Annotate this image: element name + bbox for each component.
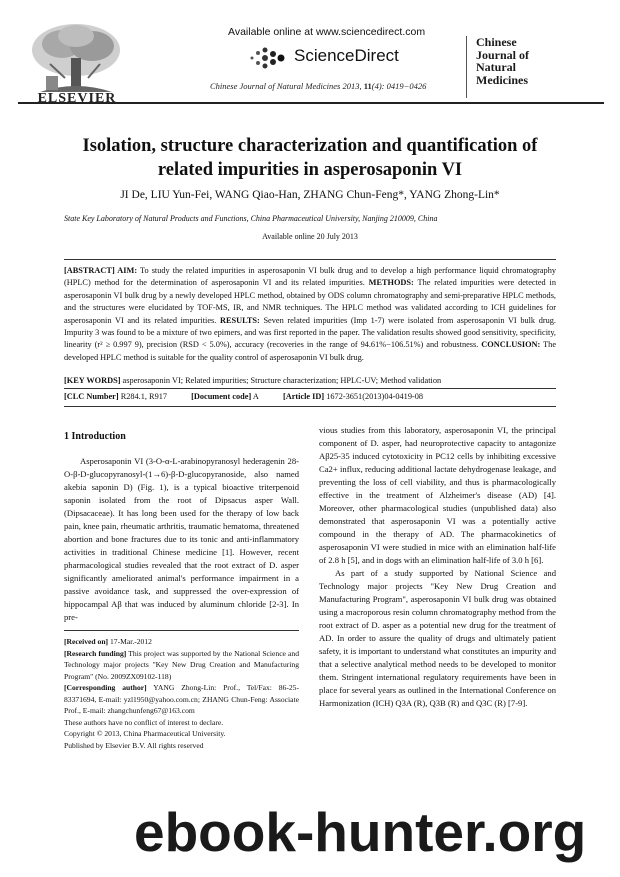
publisher-name: ELSEVIER: [37, 91, 117, 106]
classification-line: [64, 392, 556, 401]
author-affiliation: State Key Laboratory of Natural Products and Functions, China Pharmaceutical University, Nanjing 210009, China: [64, 214, 438, 223]
sciencedirect-wordmark: ScienceDirect: [294, 46, 399, 65]
footnote-funding: [64, 648, 299, 683]
conclusion-label: CONCLUSION:: [481, 340, 541, 350]
journal-name-line: Medicines: [476, 72, 528, 87]
footnotes: [64, 636, 299, 751]
funding-text: This project was supported by the National Science and Technology major projects "Key New Drug Creation and Manufacturing Program" (No. 2009ZX09102-118): [64, 648, 299, 681]
title-line: Isolation, structure characterization and quantification of: [82, 136, 538, 156]
keywords-label: [KEY WORDS]: [64, 376, 121, 385]
keywords: [64, 375, 556, 387]
footnote-received: [64, 636, 299, 648]
citation-year: 2013,: [340, 81, 364, 91]
footnote-published: Published by Elsevier B.V. All rights reserved: [64, 740, 204, 750]
footnote-equal: These authors have no conflict of interest to declare.: [64, 717, 224, 727]
received-date: 17-Mar.-2012: [108, 637, 152, 646]
intro-left-column: [64, 455, 299, 624]
abstract-results: Seven related impurities (Imp 1-7) were isolated from asperosaponin VI bulk drug. Impurity 3 was found to be a mixture of two epimers, and was first reported in the paper. The validation results showed good sensitivity, specificity, linearity (r² ≥ 0.997 9), precision (RSD < 5.0%), accuracy (recoveries in the range of 94.61%−106.51%) and robustness.: [64, 315, 556, 350]
article-id-label: [Article ID]: [282, 392, 325, 401]
footnote-divider: [64, 630, 299, 631]
abstract-mid-rule: [64, 388, 556, 389]
header-divider: [18, 102, 604, 104]
citation-journal-name: Chinese Journal of Natural Medicines: [210, 81, 341, 91]
available-online-date: Available online 20 July 2013: [262, 232, 358, 241]
methods-label: METHODS:: [368, 278, 414, 288]
funding-label: [Research funding]: [64, 648, 127, 658]
abstract: [64, 265, 556, 364]
footnote-copyright: Copyright © 2013, China Pharmaceutical University.: [64, 729, 226, 738]
clc-number: [64, 392, 167, 401]
intro-paragraph: Asperosaponin VI (3-O-α-L-arabinopyranosyl hederagenin 28-O-β-D-glucopyranosyl-(1→6)-β-D-glucopyranoside, also named akebia saponin D) (Fig. 1), is a typical bioactive triterpenoid saponin isolated from the root of Dipsacus asper Wall. (Dipsacaceae). It has long been used for the therapy of low back pain, knee pain, rheumatic arthritis, traumatic hematoma, threatened abortion and bone fractures due to its tonic and anti-inflammatory activities in traditional Chinese medicine [1]. However, recent pharmacological studies revealed that the root extract of D. asper significantly ameliorated animal's performance impairment in a passive avoidance task, and suppressed the over-expression of hippocampal Aβ that was induced by aluminum chloride [2-3]. In pre-: [64, 456, 299, 622]
paper-title: [40, 134, 580, 182]
abstract-aim: To study the related impurities in asperosaponin VI bulk drug and to develop a high performance liquid chromatography (HPLC) method for the determination of asperosaponin VI and its related impurities.: [64, 266, 557, 288]
intro-paragraph: As part of a study supported by National Science and Technology major projects "Key New Drug Creation and Manufacturing Program", asperosaponin VI bulk drug was obtained using a macroporous resin column chromatography method from the root extract of D. asper as a potential new drug for the treatment of AD. In order to assure the quality of drugs and ultimately patient safety, it is important to understand what constitutes an impurity and that a selective analytical method needs to be developed to monitor them. Stringent international regulatory requirements have been in place for several years as outlined in the International Conference on Harmonization (ICH) Q3A (R), Q3B (R) and Q3C (R) [7-9].: [319, 568, 556, 708]
title-line: related impurities in asperosaponin VI: [157, 160, 463, 180]
watermark-text: ebook-hunter.org: [134, 801, 587, 863]
footnote-corresponding: [64, 682, 299, 717]
section-heading: 1 Introduction: [64, 431, 126, 442]
document-code: [191, 392, 259, 401]
abstract-bottom-rule: [64, 406, 556, 407]
journal-name-line: Natural: [476, 60, 516, 74]
sciencedirect-dots-icon: [246, 45, 288, 71]
received-label: [Received on]: [64, 637, 109, 646]
abstract-conclusion: The developed HPLC method is suitable for the quality control of asperosaponin VI bulk drug.: [64, 340, 557, 362]
abstract-top-rule: [64, 259, 556, 260]
results-label: RESULTS:: [219, 315, 260, 325]
doc-code-label: [Document code]: [191, 392, 252, 401]
citation-volume: 11: [363, 81, 372, 91]
article-id-value: 1672-3651(2013)04-0419-08: [324, 392, 424, 401]
keywords-text: asperosaponin VI; Related impurities; Structure characterization; HPLC-UV; Method validation: [120, 376, 442, 385]
journal-citation: [210, 81, 426, 91]
author-list: JI De, LIU Yun-Fei, WANG Qiao-Han, ZHANG Chun-Feng*, YANG Zhong-Lin*: [120, 189, 500, 201]
corresponding-text: YANG Zhong-Lin: Prof., Tel/Fax: 86-25-83371694, E-mail: yzl1950@yahoo.com.cn; ZHANG Chun-Feng: Associate Prof., E-mail: zhangchunfeng67@163.com: [64, 683, 299, 715]
doc-code-value: A: [251, 392, 259, 401]
intro-right-column: [319, 424, 556, 710]
intro-paragraph: vious studies from this laboratory, asperosaponin VI, the principal component of D. asper, had neuroprotective capacity to antagonize Aβ25-35 induced cytotoxicity in PC12 cells by inhibiting excessive Ca2+ influx, reducing additional lactate dehydrogenase leakage, and preventing the loss of cell viability, and thus is pharmacologically effective in the treatment of Alzheimer's disease (AD) [4]. Moreover, other pharmacological studies (unpublished data) also demonstrated that asperosaponin VI was a potentially active compound in the therapy of AD. The pharmacokinetics of asperosaponin VI were studied in mice with an elimination half-life of 2.8 h [5], and in dogs with an elimination half-life of 3.0 h [6].: [319, 425, 556, 565]
abstract-label: [ABSTRACT] AIM:: [64, 266, 138, 275]
abstract-methods: The related impurities were detected in asperosaponin VI bulk drug by a newly developed HPLC method, obtained by ODS column chromatography and semi-preparative HPLC methods, and the structures were elucidated by TOF-MS, IR, and NMR techniques. The HPLC method was validated according to ICH guidelines for asperosaponin VI and its related impurities.: [64, 278, 556, 325]
clc-label: [CLC Number]: [64, 392, 119, 401]
available-online-text: Available online at www.sciencedirect.com: [228, 26, 426, 38]
journal-name-box: [466, 36, 593, 98]
journal-name-line: Journal of: [476, 47, 530, 62]
journal-name-line: Chinese: [476, 35, 517, 49]
article-id: [283, 392, 423, 401]
clc-value: R284.1, R917: [118, 392, 168, 401]
corresponding-label: [Corresponding author]: [64, 683, 147, 692]
citation-pages: (4): 0419−0426: [371, 81, 427, 91]
